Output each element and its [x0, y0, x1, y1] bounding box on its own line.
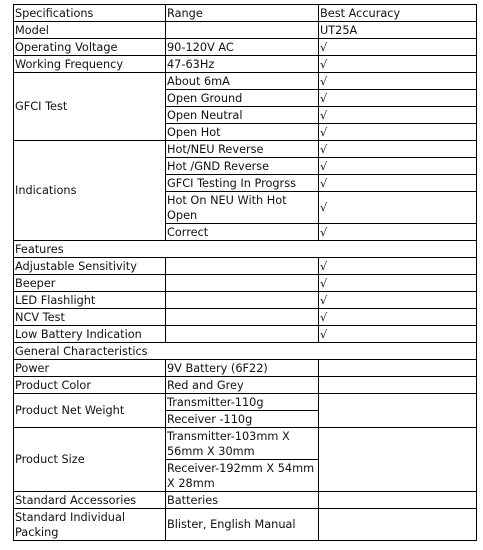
- table-row: [14, 141, 477, 158]
- empty-cell: [319, 428, 477, 492]
- check-mark: √: [319, 292, 477, 309]
- empty-cell: [319, 492, 477, 509]
- gfci-test-label: GFCI Test: [14, 73, 166, 141]
- indications-label: Indications: [14, 141, 166, 241]
- table-row: [14, 428, 477, 460]
- model-range-cell: [166, 22, 319, 39]
- header-specifications: Specifications: [14, 5, 166, 22]
- check-mark: √: [319, 326, 477, 343]
- check-mark: √: [319, 73, 477, 90]
- indication-item: Hot/NEU Reverse: [166, 141, 319, 158]
- feature-label: Adjustable Sensitivity: [14, 258, 166, 275]
- feature-label: Low Battery Indication: [14, 326, 166, 343]
- gfci-test-item: Open Ground: [166, 90, 319, 107]
- packing-label: Standard Individual Packing: [14, 509, 166, 541]
- packing-value: Blister, English Manual: [166, 509, 319, 541]
- indication-item: GFCI Testing In Progrss: [166, 175, 319, 192]
- gfci-test-item: Open Neutral: [166, 107, 319, 124]
- check-mark: √: [319, 175, 477, 192]
- operating-voltage-range: 90-120V AC: [166, 39, 319, 56]
- indication-item: Hot On NEU With Hot Open: [166, 192, 319, 224]
- table-row: [14, 275, 477, 292]
- table-row: [14, 326, 477, 343]
- general-section-title: General Characteristics: [14, 343, 477, 360]
- operating-voltage-label: Operating Voltage: [14, 39, 166, 56]
- check-mark: √: [319, 141, 477, 158]
- check-mark: √: [319, 192, 477, 224]
- net-weight-transmitter: Transmitter-110g: [166, 394, 319, 411]
- gfci-test-item: About 6mA: [166, 73, 319, 90]
- feature-range-cell: [166, 292, 319, 309]
- table-row: [14, 258, 477, 275]
- table-row: [14, 73, 477, 90]
- power-value: 9V Battery (6F22): [166, 360, 319, 377]
- working-frequency-range: 47-63Hz: [166, 56, 319, 73]
- empty-cell: [319, 360, 477, 377]
- specifications-table: [13, 4, 477, 541]
- gfci-test-item: Open Hot: [166, 124, 319, 141]
- product-color-value: Red and Grey: [166, 377, 319, 394]
- table-row: [14, 360, 477, 377]
- check-mark: √: [319, 258, 477, 275]
- section-row: [14, 241, 477, 258]
- net-weight-receiver: Receiver -110g: [166, 411, 319, 428]
- table-row: [14, 377, 477, 394]
- check-mark: √: [319, 39, 477, 56]
- empty-cell: [319, 377, 477, 394]
- table-row: [14, 56, 477, 73]
- feature-range-cell: [166, 275, 319, 292]
- model-label: Model: [14, 22, 166, 39]
- table-header-row: [14, 5, 477, 22]
- product-size-transmitter: Transmitter-103mm X 56mm X 30mm: [166, 428, 319, 460]
- feature-label: Beeper: [14, 275, 166, 292]
- check-mark: √: [319, 158, 477, 175]
- table-row: [14, 309, 477, 326]
- check-mark: √: [319, 309, 477, 326]
- power-label: Power: [14, 360, 166, 377]
- net-weight-label: Product Net Weight: [14, 394, 166, 428]
- check-mark: √: [319, 56, 477, 73]
- check-mark: √: [319, 224, 477, 241]
- table-row: [14, 22, 477, 39]
- product-size-label: Product Size: [14, 428, 166, 492]
- check-mark: √: [319, 107, 477, 124]
- table-row: [14, 292, 477, 309]
- check-mark: √: [319, 90, 477, 107]
- check-mark: √: [319, 275, 477, 292]
- working-frequency-label: Working Frequency: [14, 56, 166, 73]
- model-value: UT25A: [319, 22, 477, 39]
- product-size-receiver: Receiver-192mm X 54mm X 28mm: [166, 460, 319, 492]
- product-color-label: Product Color: [14, 377, 166, 394]
- table-row: [14, 509, 477, 541]
- accessories-label: Standard Accessories: [14, 492, 166, 509]
- table-row: [14, 39, 477, 56]
- feature-range-cell: [166, 326, 319, 343]
- header-best-accuracy: Best Accuracy: [319, 5, 477, 22]
- table-row: [14, 492, 477, 509]
- table-row: [14, 394, 477, 411]
- empty-cell: [319, 394, 477, 428]
- feature-range-cell: [166, 309, 319, 326]
- features-section-title: Features: [14, 241, 477, 258]
- section-row: [14, 343, 477, 360]
- feature-range-cell: [166, 258, 319, 275]
- indication-item: Hot /GND Reverse: [166, 158, 319, 175]
- accessories-value: Batteries: [166, 492, 319, 509]
- feature-label: LED Flashlight: [14, 292, 166, 309]
- header-range: Range: [166, 5, 319, 22]
- empty-cell: [319, 509, 477, 541]
- feature-label: NCV Test: [14, 309, 166, 326]
- check-mark: √: [319, 124, 477, 141]
- indication-item: Correct: [166, 224, 319, 241]
